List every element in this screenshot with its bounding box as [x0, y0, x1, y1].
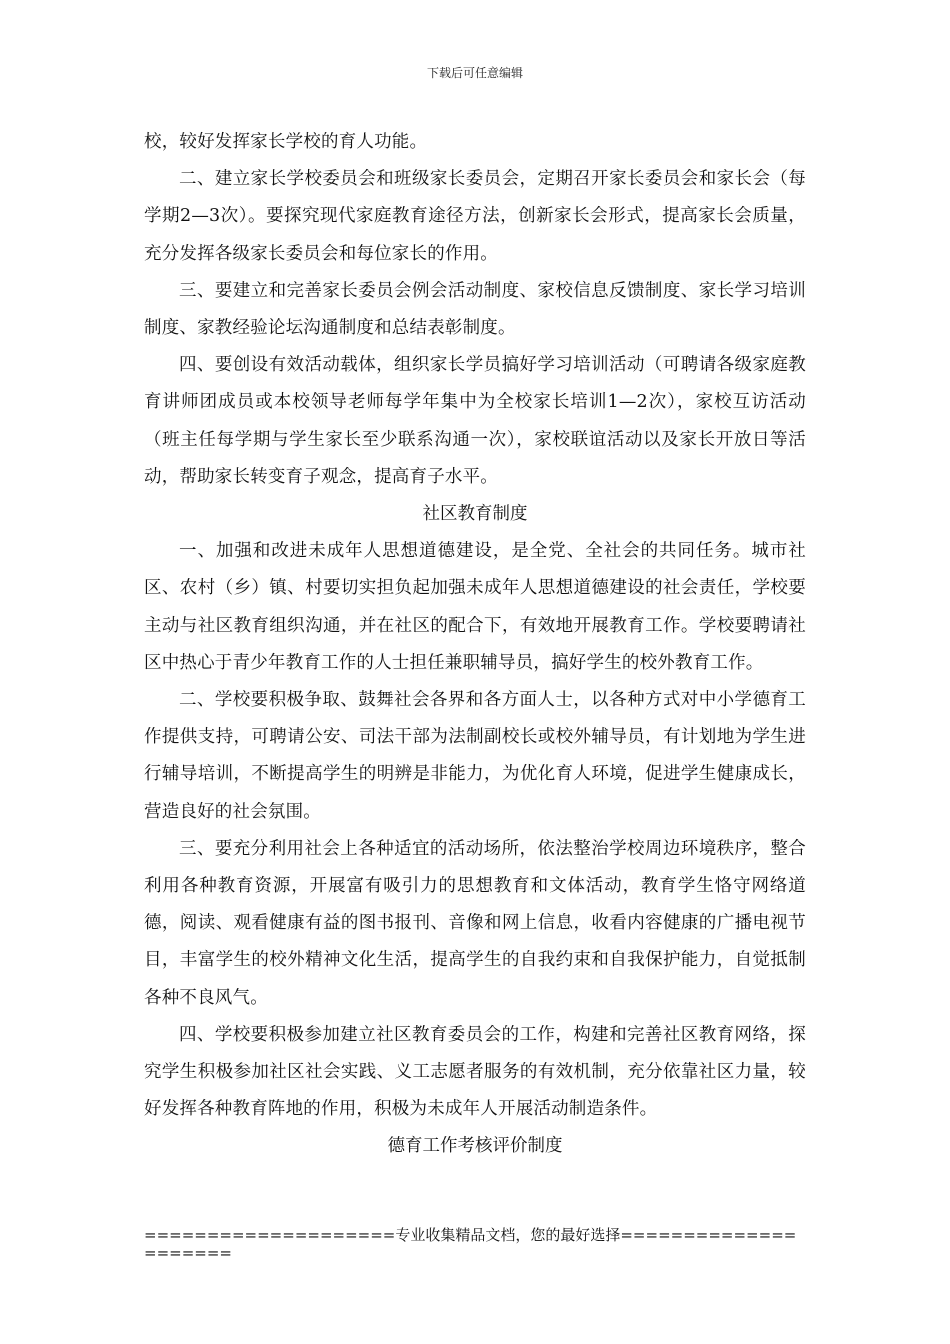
page-footer: ====================专业收集精品文档，您的最好选择===================== [144, 1226, 797, 1262]
paragraph: 一、加强和改进未成年人思想道德建设，是全党、全社会的共同任务。城市社区、农村（乡）镇、村要切实担负起加强未成年人思想道德建设的社会责任，学校要主动与社区教育组织沟通，并在社区的配合下，有效地开展教育工作。学校要聘请社区中热心于青少年教育工作的人士担任兼职辅导员，搞好学生的校外教育工作。 [144, 541, 806, 673]
paragraph: 三、要建立和完善家长委员会例会活动制度、家校信息反馈制度、家长学习培训制度、家教经验论坛沟通制度和总结表彰制度。 [144, 280, 806, 339]
paragraph: 三、要充分利用社会上各种适宜的活动场所，依法整治学校周边环境秩序，整合利用各种教育资源，开展富有吸引力的思想教育和文体活动，教育学生恪守网络道德，阅读、观看健康有益的图书报刊、音像和网上信息，收看内容健康的广播电视节目，丰富学生的校外精神文化生活，提高学生的自我约束和自我保护能力，自觉抵制各种不良风气。 [144, 838, 806, 1008]
paragraph: 校，较好发挥家长学校的育人功能。 [144, 132, 428, 152]
document-body [144, 124, 806, 1166]
paragraph: 二、学校要积极争取、鼓舞社会各界和各方面人士，以各种方式对中小学德育工作提供支持，可聘请公安、司法干部为法制副校长或校外辅导员，有计划地为学生进行辅导培训，不断提高学生的明辨是非能力，为优化育人环境，促进学生健康成长，营造良好的社会氛围。 [144, 690, 806, 822]
paragraph: 四、要创设有效活动载体，组织家长学员搞好学习培训活动（可聘请各级家庭教育讲师团成员或本校领导老师每学年集中为全校家长培训1—2次），家校互访活动（班主任每学期与学生家长至少联系沟通一次），家校联谊活动以及家长开放日等活动，帮助家长转变育子观念，提高育子水平。 [144, 355, 806, 487]
section-heading: 社区教育制度 [422, 504, 528, 525]
section-heading: 德育工作考核评价制度 [387, 1136, 563, 1157]
page-header: 下载后可任意编辑 [426, 66, 523, 80]
paragraph: 四、学校要积极参加建立社区教育委员会的工作，构建和完善社区教育网络，探究学生积极参加社区社会实践、义工志愿者服务的有效机制，充分依靠社区力量，较好发挥各种教育阵地的作用，积极为未成年人开展活动制造条件。 [144, 1024, 806, 1120]
paragraph: 二、建立家长学校委员会和班级家长委员会，定期召开家长委员会和家长会（每学期2—3次）。要探究现代家庭教育途径方法，创新家长会形式，提高家长会质量，充分发挥各级家长委员会和每位家长的作用。 [144, 169, 806, 264]
